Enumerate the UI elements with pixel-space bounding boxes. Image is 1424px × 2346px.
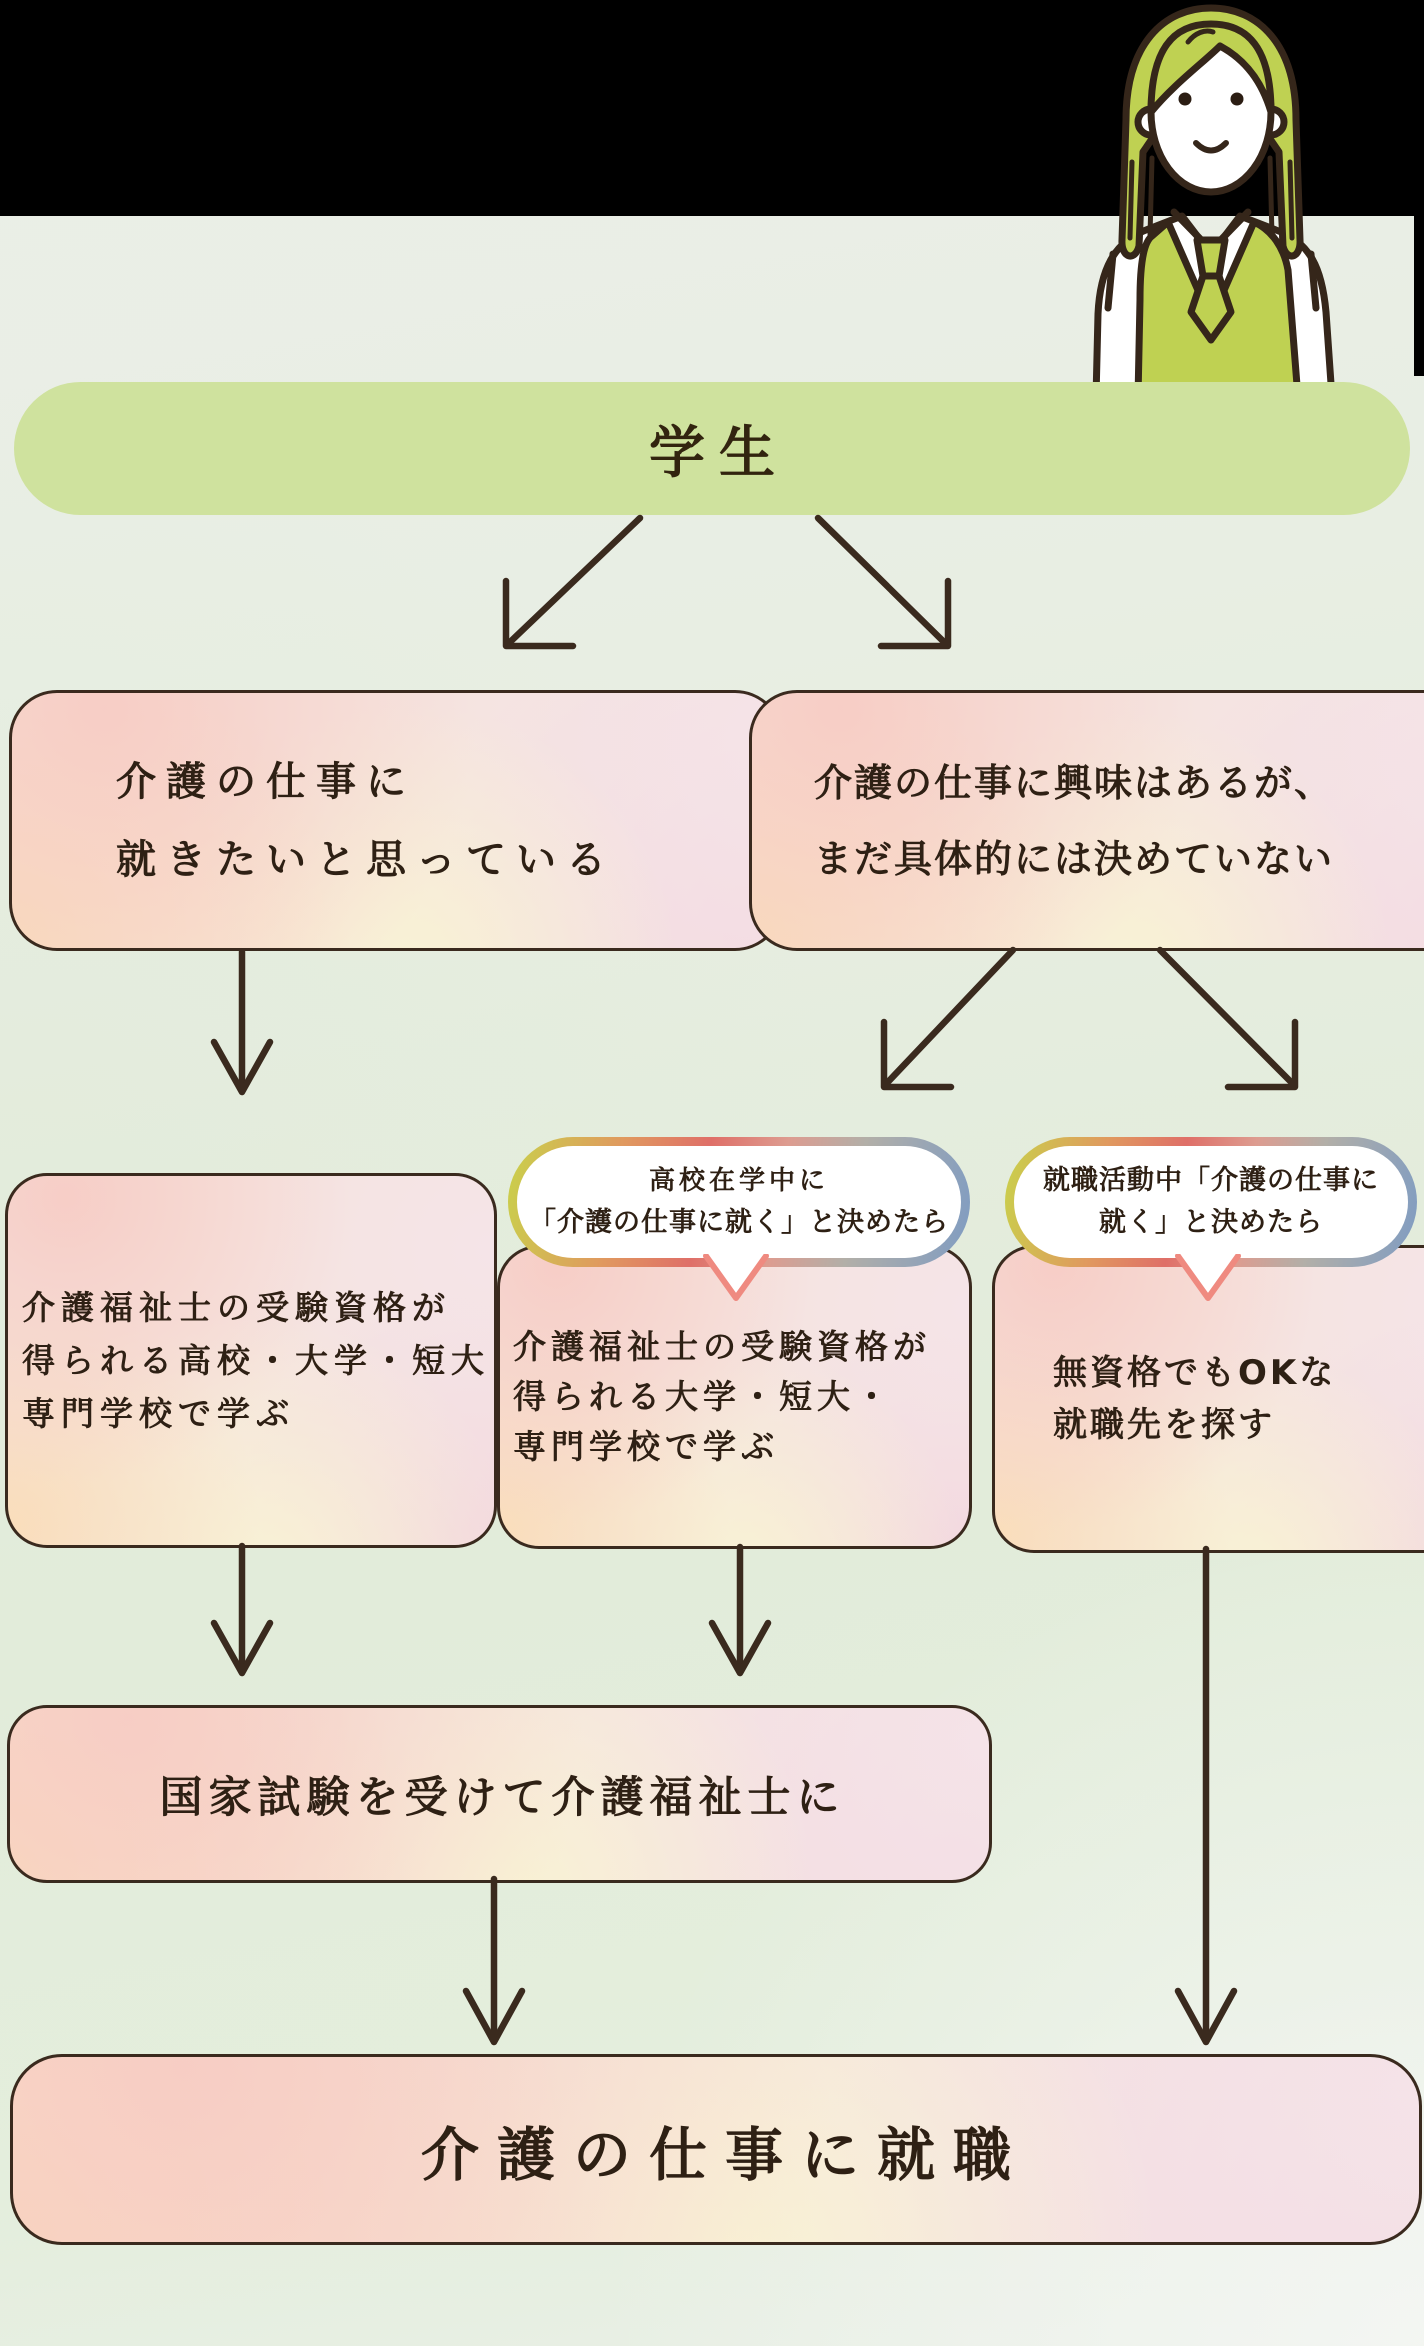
badge-decide-while-jobhunting [1005,1137,1417,1267]
badge-text-line: 「介護の仕事に就く」と決めたら [529,1207,949,1238]
box-interested-undecided [749,690,1424,951]
student-girl-illustration [1052,0,1424,398]
eye-left [1179,93,1192,106]
box-text-line: 就きたいと思っている [116,836,616,883]
badge-text-line: 高校在学中に [648,1166,829,1196]
box-text-line: 得られる大学・短大・ [513,1377,893,1416]
box-text-line: 介護福祉士の受験資格が [513,1327,931,1366]
arrow-right-to-jobhunt-badge [1160,950,1295,1087]
tie [1197,240,1225,276]
arrow-pill-to-right [818,518,948,646]
box-text-line: 専門学校で学ぶ [513,1427,779,1466]
hair-strand [1150,158,1152,236]
box-text-line: 介護の仕事に就職 [420,2120,1029,2189]
eye-right [1231,93,1244,106]
box-get-care-job [10,2054,1422,2245]
box-text-line: 介護の仕事に [116,758,416,805]
badge-tail-icon [1172,1254,1244,1304]
arrow-rightbox-to-final [1178,1549,1234,2042]
box-text-line: 介護の仕事に興味はあるが、 [814,760,1335,805]
arrow-pill-to-left [506,518,640,646]
header-label: 学生 [649,420,789,486]
box-text-line: まだ具体的には決めていない [814,836,1335,881]
box-study-highschool-path [5,1173,497,1548]
badge-inner [1014,1146,1408,1258]
header-student-pill [14,382,1410,515]
box-text-line: 専門学校で学ぶ [22,1394,295,1433]
hair-strand [1280,160,1282,242]
badge-text-line: 就く」と決めたら [1099,1207,1323,1238]
box-national-exam [7,1705,992,1883]
box-text-line: 国家試験を受けて介護福祉士に [159,1772,846,1823]
badge-tail-icon [700,1254,772,1304]
sleeve-crease-left [1108,254,1113,308]
hair-strand [1290,162,1292,238]
box-want-care-job [9,690,783,951]
arrow-left-down [214,952,270,1092]
hair-strand [1140,160,1142,242]
box-text-line: 介護福祉士の受験資格が [22,1288,451,1327]
badge-text-line: 就職活動中「介護の仕事に [1043,1165,1379,1196]
hair-strand [1130,162,1132,238]
arrow-schoolbox-to-exam [214,1546,270,1673]
arrow-midbox-to-exam [712,1547,768,1673]
badge-inner [517,1146,961,1258]
arrow-exam-to-final [466,1879,522,2042]
box-text-line: 無資格でもOKな [1053,1353,1337,1393]
box-text-line: 得られる高校・大学・短大 [22,1341,490,1380]
hair-strand [1270,158,1272,236]
sleeve-crease-right [1311,254,1316,308]
arrow-right-to-school-badge [884,950,1013,1087]
badge-decide-in-highschool [508,1137,970,1267]
box-text-line: 就職先を探す [1053,1405,1275,1445]
